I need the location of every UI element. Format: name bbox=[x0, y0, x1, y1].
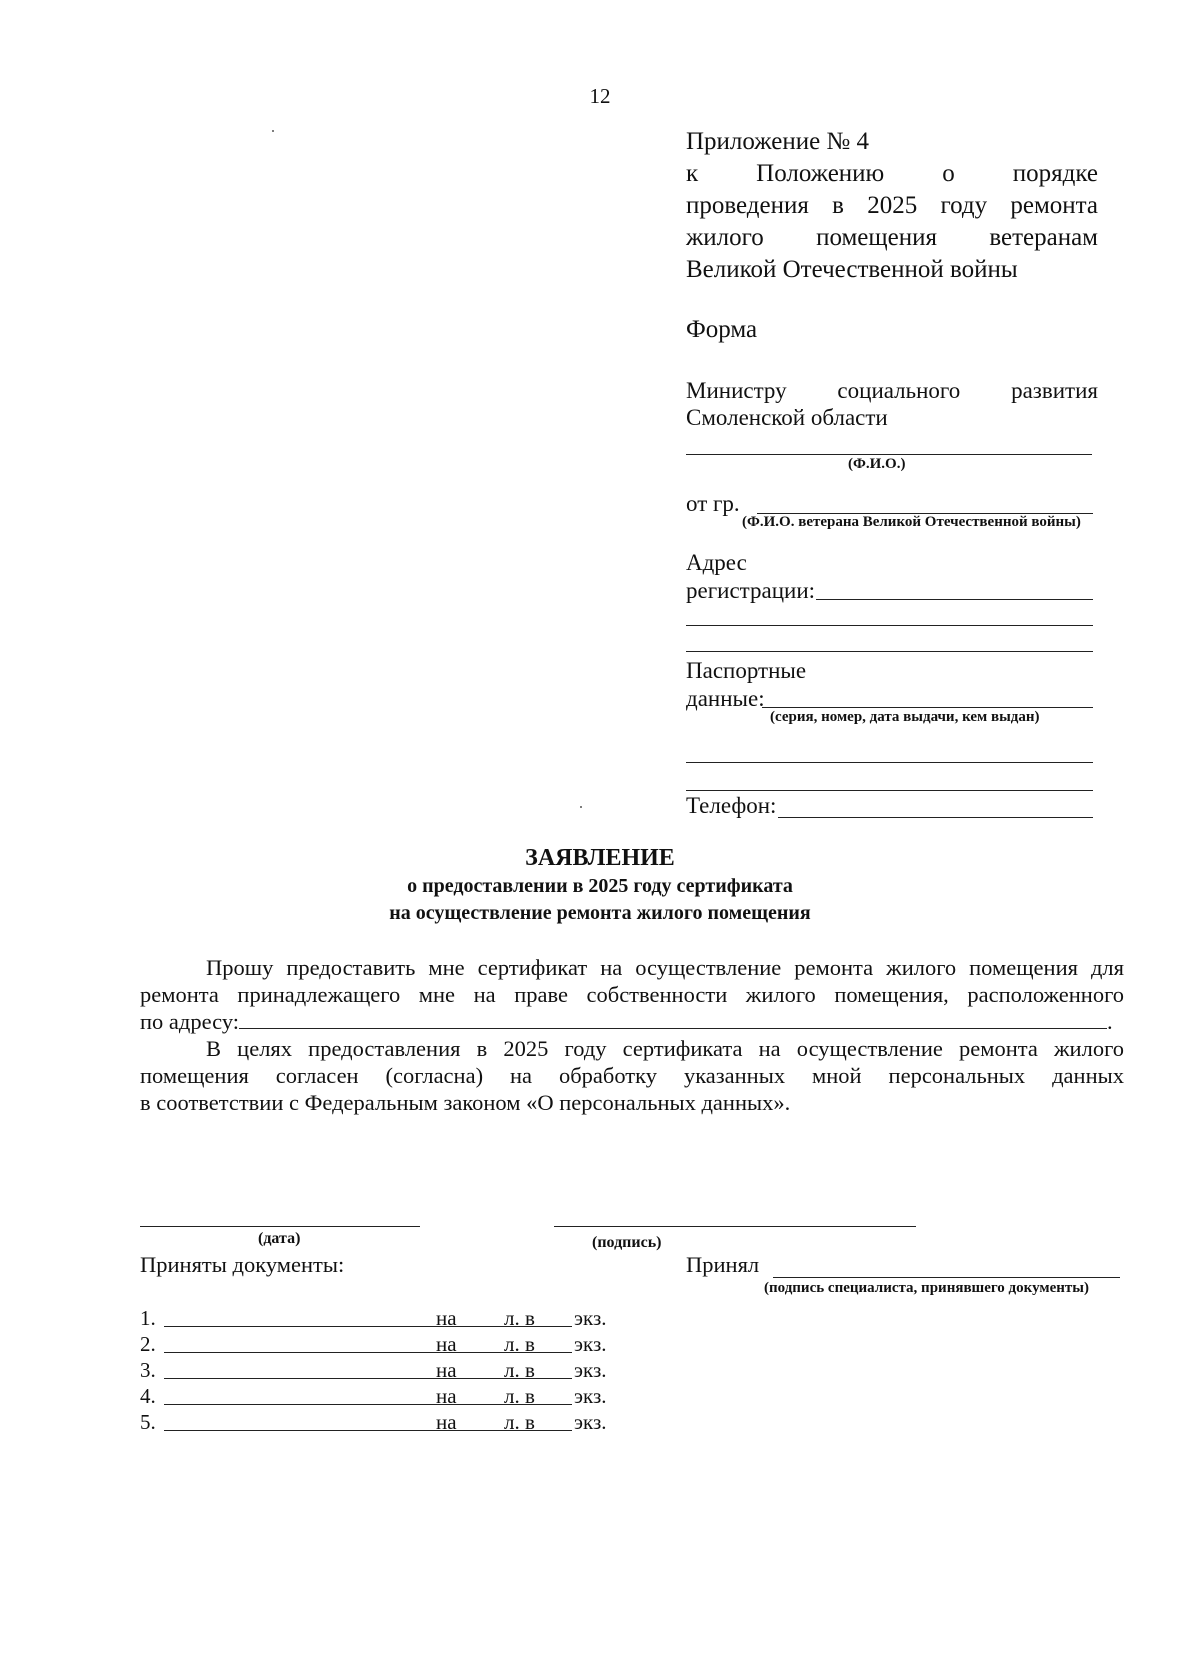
signature-caption: (подпись) bbox=[592, 1234, 662, 1251]
passport-line-1[interactable] bbox=[762, 707, 1093, 708]
appendix-line-5: Великой Отечественной войны bbox=[686, 256, 1018, 283]
statement-body bbox=[140, 954, 1124, 1116]
sheets-label: л. в bbox=[504, 1332, 535, 1356]
sheets-line[interactable] bbox=[466, 1430, 494, 1431]
from-label: от гр. bbox=[686, 491, 740, 516]
accepted-by-label: Принял bbox=[686, 1252, 760, 1277]
copies-label: экз. bbox=[574, 1410, 607, 1434]
date-line[interactable] bbox=[140, 1226, 420, 1227]
passport-label-1: Паспортные bbox=[686, 658, 807, 683]
copies-line[interactable] bbox=[544, 1404, 566, 1405]
sheets-line[interactable] bbox=[466, 1326, 494, 1327]
address-line-3[interactable] bbox=[686, 651, 1093, 652]
fio-caption: (Ф.И.О.) bbox=[848, 456, 906, 472]
passport-label bbox=[686, 657, 806, 713]
item-number: 2. bbox=[140, 1332, 156, 1356]
form-label: Форма bbox=[686, 316, 758, 343]
date-caption: (дата) bbox=[258, 1230, 301, 1247]
signature-line[interactable] bbox=[554, 1226, 916, 1227]
sheets-line[interactable] bbox=[466, 1378, 494, 1379]
phone-label: Телефон: bbox=[686, 793, 777, 818]
appendix-title: Приложение № 4 bbox=[686, 128, 870, 155]
list-item bbox=[140, 1332, 640, 1358]
specialist-sign-line[interactable] bbox=[773, 1277, 1120, 1278]
sheets-label: л. в bbox=[504, 1384, 535, 1408]
na-label: на bbox=[436, 1306, 457, 1330]
scan-speck bbox=[272, 130, 274, 132]
address-label-2: регистрации: bbox=[686, 578, 816, 603]
copies-line[interactable] bbox=[544, 1430, 566, 1431]
address-label-1: Адрес bbox=[686, 550, 747, 575]
item-number: 3. bbox=[140, 1358, 156, 1382]
documents-list bbox=[140, 1306, 660, 1446]
addressee-block bbox=[686, 378, 1098, 431]
passport-label-2: данные: bbox=[686, 686, 765, 711]
para1-line1: Прошу предоставить мне сертификат на осуществление ремонта жилого помещения для bbox=[206, 955, 1124, 980]
passport-line-3[interactable] bbox=[686, 790, 1093, 791]
statement-title: ЗАЯВЛЕНИЕ bbox=[525, 845, 675, 871]
sheets-line[interactable] bbox=[466, 1352, 494, 1353]
na-label: на bbox=[436, 1358, 457, 1382]
address-label bbox=[686, 549, 815, 605]
addressee-line-1 bbox=[686, 378, 1098, 405]
copies-label: экз. bbox=[574, 1358, 607, 1382]
list-item bbox=[140, 1306, 640, 1332]
para1-line2: ремонта принадлежащего мне на праве собственности жилого помещения, расположенного bbox=[140, 982, 1124, 1007]
para2-line1: В целях предоставления в 2025 году сертификата на осуществление ремонта жилого bbox=[206, 1036, 1124, 1061]
appendix-line-3: проведения в 2025 году ремонта bbox=[686, 192, 1098, 219]
specialist-caption: (подпись специалиста, принявшего документы) bbox=[764, 1280, 1089, 1296]
word: к bbox=[686, 160, 699, 187]
fio-line[interactable] bbox=[686, 454, 1092, 455]
scan-speck bbox=[580, 806, 582, 808]
word: о bbox=[942, 160, 955, 187]
word: социального bbox=[837, 378, 961, 403]
appendix-line-2 bbox=[686, 160, 1098, 192]
page-number: 12 bbox=[589, 84, 611, 108]
list-item bbox=[140, 1358, 640, 1384]
na-label: на bbox=[436, 1332, 457, 1356]
passport-caption: (серия, номер, дата выдачи, кем выдан) bbox=[770, 709, 1040, 725]
word: Положению bbox=[756, 160, 885, 187]
word: Министру bbox=[686, 378, 787, 403]
sheets-line[interactable] bbox=[466, 1404, 494, 1405]
copies-label: экз. bbox=[574, 1384, 607, 1408]
passport-line-2[interactable] bbox=[686, 762, 1093, 763]
address-label-inline: по адресу: bbox=[140, 1009, 240, 1034]
sheets-label: л. в bbox=[504, 1410, 535, 1434]
na-label: на bbox=[436, 1410, 457, 1434]
list-item bbox=[140, 1410, 640, 1436]
statement-subtitle-2: на осуществление ремонта жилого помещения bbox=[389, 902, 811, 924]
copies-label: экз. bbox=[574, 1332, 607, 1356]
appendix-block bbox=[686, 128, 1098, 288]
list-item bbox=[140, 1384, 640, 1410]
period: . bbox=[1107, 1009, 1113, 1034]
accepted-docs-label: Приняты документы: bbox=[140, 1252, 345, 1277]
from-caption: (Ф.И.О. ветерана Великой Отечественной войны) bbox=[742, 514, 1081, 530]
address-inline-line[interactable] bbox=[239, 1010, 1107, 1029]
word: порядке bbox=[1012, 160, 1098, 187]
address-line-1[interactable] bbox=[816, 599, 1093, 600]
sheets-label: л. в bbox=[504, 1358, 535, 1382]
copies-label: экз. bbox=[574, 1306, 607, 1330]
para1-line3 bbox=[140, 1008, 1124, 1035]
item-number: 5. bbox=[140, 1410, 156, 1434]
item-number: 1. bbox=[140, 1306, 156, 1330]
phone-line[interactable] bbox=[778, 817, 1093, 818]
copies-line[interactable] bbox=[544, 1378, 566, 1379]
para2-line3: в соответствии с Федеральным законом «О персональных данных». bbox=[140, 1090, 791, 1115]
word: развития bbox=[1011, 378, 1098, 403]
appendix-line-4: жилого помещения ветеранам bbox=[686, 224, 1098, 251]
na-label: на bbox=[436, 1384, 457, 1408]
addressee-line-2: Смоленской области bbox=[686, 405, 888, 430]
copies-line[interactable] bbox=[544, 1326, 566, 1327]
item-number: 4. bbox=[140, 1384, 156, 1408]
sheets-label: л. в bbox=[504, 1306, 535, 1330]
statement-subtitle-1: о предоставлении в 2025 году сертификата bbox=[407, 875, 793, 897]
address-line-2[interactable] bbox=[686, 625, 1093, 626]
copies-line[interactable] bbox=[544, 1352, 566, 1353]
para2-line2: помещения согласен (согласна) на обработку указанных мной персональных данных bbox=[140, 1063, 1124, 1088]
